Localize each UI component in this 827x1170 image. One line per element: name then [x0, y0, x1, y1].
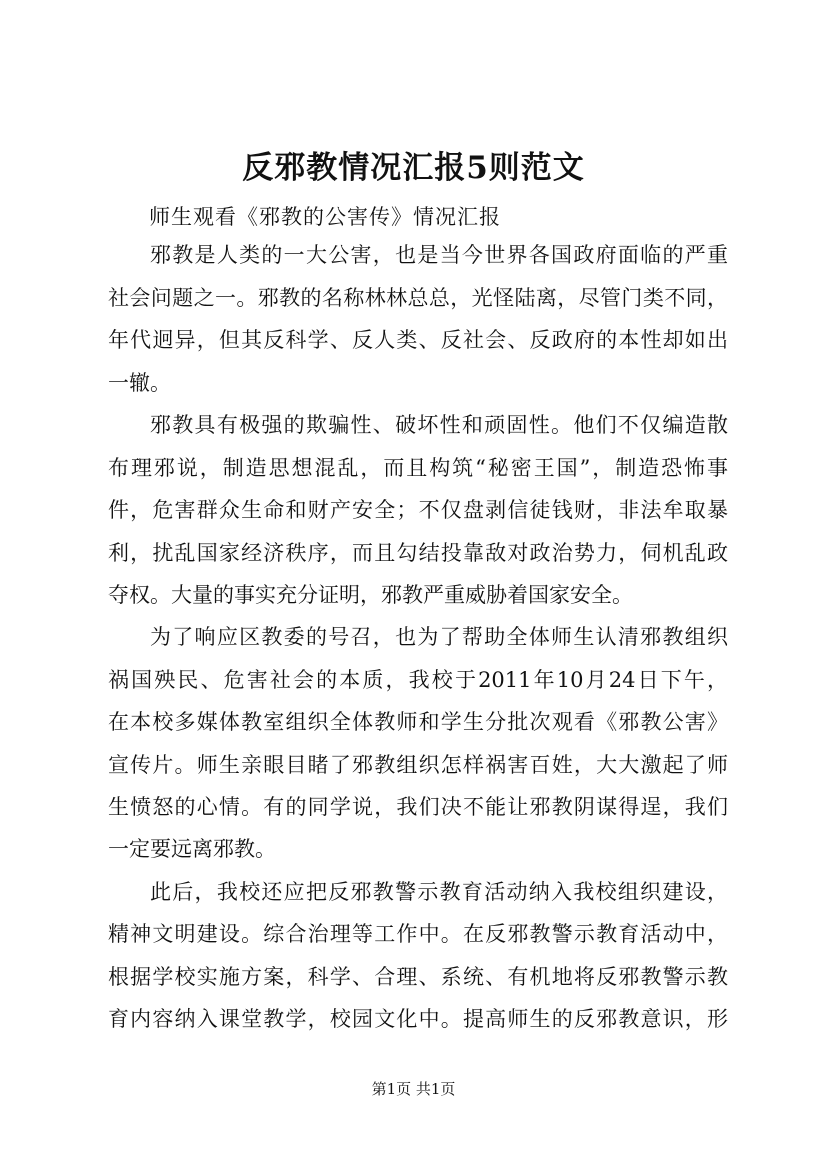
page-number: 第1页 共1页 — [371, 1080, 456, 1098]
paragraph-line: 在本校多媒体教室组织全体教师和学生分批次观看《邪教公害》 — [108, 710, 728, 734]
paragraph-line: 年代迥异，但其反科学、反人类、反社会、反政府的本性却如出 — [108, 328, 728, 352]
paragraph-line: 件，危害群众生命和财产安全；不仅盘剥信徒钱财，非法牟取暴 — [108, 498, 728, 522]
paragraph-line: 邪教是人类的一大公害，也是当今世界各国政府面临的严重 — [150, 243, 728, 267]
paragraph-line: 一定要远离邪教。 — [108, 837, 276, 861]
paragraph-line: 为了响应区教委的号召，也为了帮助全体师生认清邪教组织 — [150, 625, 728, 649]
paragraph-line: 宣传片。师生亲眼目睹了邪教组织怎样祸害百姓，大大激起了师 — [108, 753, 728, 777]
paragraph-line: 夺权。大量的事实充分证明，邪教严重威胁着国家安全。 — [108, 583, 633, 607]
paragraph-line: 此后，我校还应把反邪教警示教育活动纳入我校组织建设， — [150, 880, 728, 904]
document-title: 反邪教情况汇报5则范文 — [242, 150, 585, 186]
paragraph-line: 利，扰乱国家经济秩序，而且勾结投靠敌对政治势力，伺机乱政 — [108, 541, 728, 565]
paragraph-line: 社会问题之一。邪教的名称林林总总，光怪陆离，尽管门类不同， — [108, 286, 728, 310]
document-subtitle: 师生观看《邪教的公害传》情况汇报 — [149, 205, 501, 229]
paragraph-line: 布理邪说，制造思想混乱，而且构筑“秘密王国”，制造恐怖事 — [108, 456, 728, 480]
paragraph-line: 育内容纳入课堂教学，校园文化中。提高师生的反邪教意识，形 — [108, 1007, 728, 1031]
paragraph-line: 邪教具有极强的欺骗性、破坏性和顽固性。他们不仅编造散 — [150, 413, 728, 437]
paragraph-line: 一辙。 — [108, 371, 171, 395]
paragraph-line: 精神文明建设。综合治理等工作中。在反邪教警示教育活动中， — [108, 922, 728, 946]
paragraph-line: 生愤怒的心情。有的同学说，我们决不能让邪教阴谋得逞，我们 — [108, 795, 728, 819]
paragraph-line: 祸国殃民、危害社会的本质，我校于2011年10月24日下午， — [108, 668, 728, 692]
paragraph-line: 根据学校实施方案，科学、合理、系统、有机地将反邪教警示教 — [108, 965, 728, 989]
